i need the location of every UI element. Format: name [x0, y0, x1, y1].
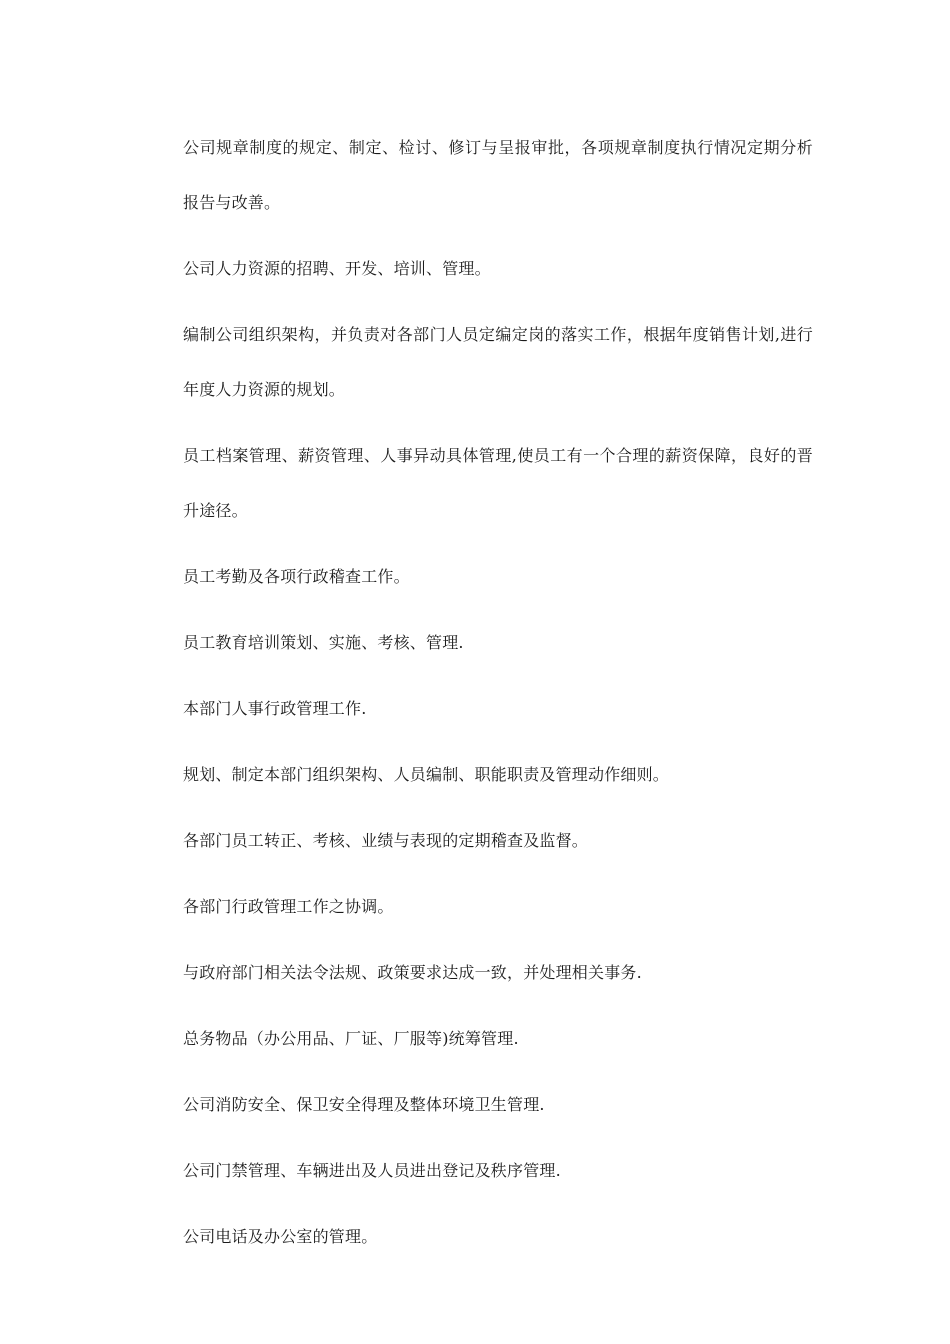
- paragraph-10: 各部门行政管理工作之协调。: [183, 897, 394, 916]
- paragraph-7: 本部门人事行政管理工作.: [183, 699, 367, 718]
- paragraph-5: 员工考勤及各项行政稽查工作。: [183, 567, 410, 586]
- paragraph-1: 公司规章制度的规定、制定、检讨、修订与呈报审批，各项规章制度执行情况定期分析报告与改善。: [183, 138, 813, 212]
- document-body: [183, 120, 813, 1275]
- paragraph-4: 员工档案管理、薪资管理、人事异动具体管理,使员工有一个合理的薪资保障，良好的晋升途径。: [183, 446, 813, 520]
- paragraph-13: 公司消防安全、保卫安全得理及整体环境卫生管理.: [183, 1095, 545, 1114]
- paragraph-14: 公司门禁管理、车辆进出及人员进出登记及秩序管理.: [183, 1161, 561, 1180]
- paragraph-15: 公司电话及办公室的管理。: [183, 1227, 378, 1246]
- paragraph-3: 编制公司组织架构，并负责对各部门人员定编定岗的落实工作，根据年度销售计划,进行年度人力资源的规划。: [183, 325, 813, 399]
- paragraph-11: 与政府部门相关法令法规、政策要求达成一致，并处理相关事务.: [183, 963, 642, 982]
- paragraph-12: 总务物品（办公用品、厂证、厂服等)统筹管理.: [183, 1029, 519, 1048]
- paragraph-2: 公司人力资源的招聘、开发、培训、管理。: [183, 259, 491, 278]
- paragraph-8: 规划、制定本部门组织架构、人员编制、职能职责及管理动作细则。: [183, 765, 670, 784]
- paragraph-9: 各部门员工转正、考核、业绩与表现的定期稽查及监督。: [183, 831, 589, 850]
- paragraph-6: 员工教育培训策划、实施、考核、管理.: [183, 633, 464, 652]
